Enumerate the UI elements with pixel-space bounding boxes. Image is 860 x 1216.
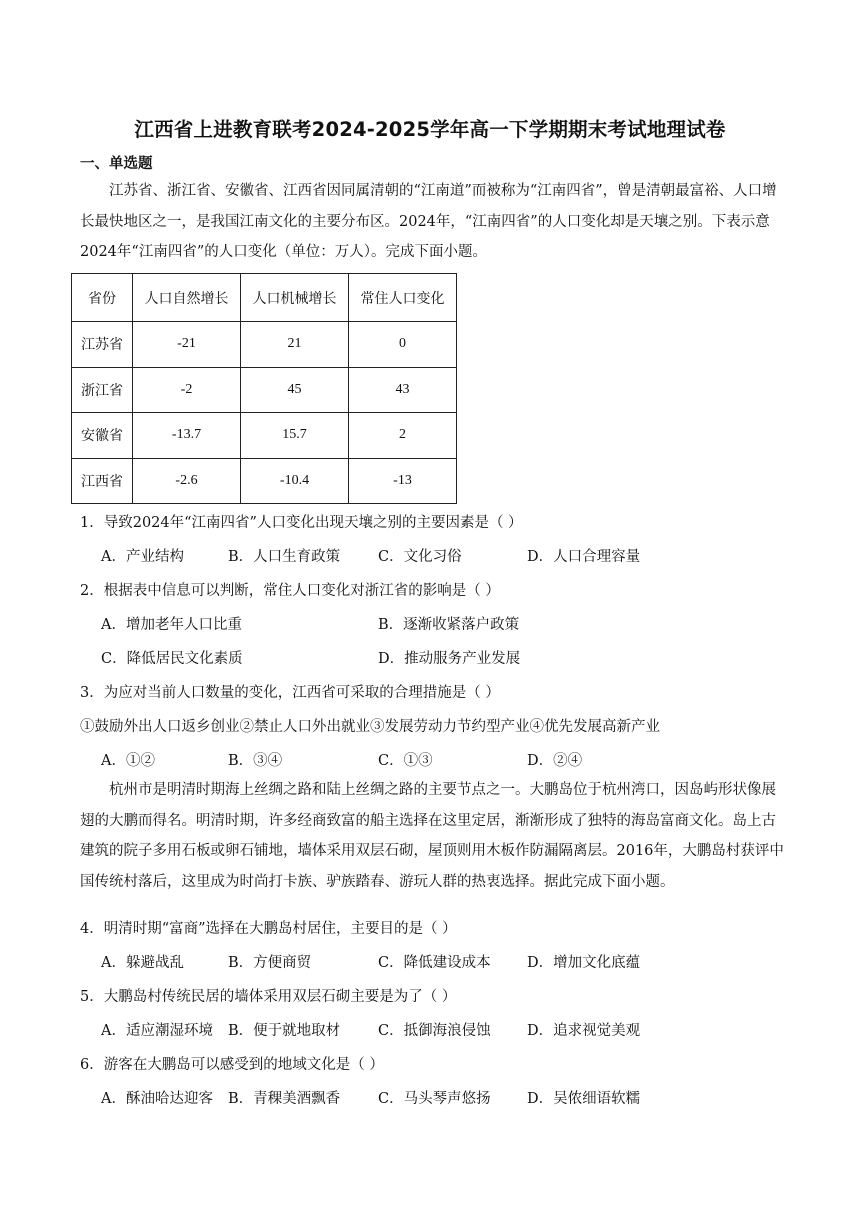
option-d[interactable]: D．②④ — [527, 753, 583, 769]
table-cell: 2 — [349, 413, 457, 459]
table-cell: 21 — [241, 322, 349, 368]
table-cell: 15.7 — [241, 413, 349, 459]
table-cell: 0 — [349, 322, 457, 368]
table-row — [72, 367, 457, 413]
option-b[interactable]: B．便于就地取材 — [228, 1023, 341, 1039]
question-2-stem: 2．根据表中信息可以判断，常住人口变化对浙江省的影响是（ ） — [80, 583, 500, 599]
option-d[interactable]: D．追求视觉美观 — [527, 1023, 641, 1039]
table-cell: -2 — [133, 367, 241, 413]
option-b[interactable]: B．③④ — [228, 753, 283, 769]
table-cell: -2.6 — [133, 458, 241, 504]
population-table — [71, 273, 457, 504]
table-header-cell: 人口自然增长 — [133, 274, 241, 322]
option-c[interactable]: C．降低居民文化素质 — [101, 651, 243, 667]
option-c[interactable]: C．①③ — [378, 753, 433, 769]
question-3-choices: ①鼓励外出人口返乡创业②禁止人口外出就业③发展劳动力节约型产业④优先发展高新产业 — [80, 719, 660, 735]
table-cell: -21 — [133, 322, 241, 368]
table-row — [72, 458, 457, 504]
option-a[interactable]: A．适应潮湿环境 — [101, 1023, 213, 1039]
question-1-stem: 1．导致2024年“江南四省”人口变化出现天壤之别的主要因素是（ ） — [80, 515, 523, 531]
table-row — [72, 413, 457, 459]
option-b[interactable]: B．人口生育政策 — [228, 549, 341, 565]
option-b[interactable]: B．青稞美酒飘香 — [228, 1091, 341, 1107]
table-cell: 45 — [241, 367, 349, 413]
table-cell: 43 — [349, 367, 457, 413]
option-a[interactable]: A．增加老年人口比重 — [101, 617, 242, 633]
table-cell: 浙江省 — [72, 367, 133, 413]
exam-title: 江西省上进教育联考2024-2025学年高一下学期期末考试地理试卷 — [134, 118, 726, 141]
option-c[interactable]: C．文化习俗 — [378, 549, 462, 565]
option-c[interactable]: C．抵御海浪侵蚀 — [378, 1023, 491, 1039]
question-4-stem: 4．明清时期“富商”选择在大鹏岛村居住，主要目的是（ ） — [80, 921, 457, 937]
table-header-cell: 常住人口变化 — [349, 274, 457, 322]
passage-1: 江苏省、浙江省、安徽省、江西省因同属清朝的“江南道”而被称为“江南四省”，曾是清朝最富裕、人口增长最快地区之一，是我国江南文化的主要分布区。2024年，“江南四省”的人口变化却是天壤之别。下表示意2024年“江南四省”的人口变化（单位：万人）。完成下面小题。 — [80, 183, 777, 260]
question-5-stem: 5．大鹏岛村传统民居的墙体采用双层石砌主要是为了（ ） — [80, 989, 457, 1005]
question-3-stem: 3．为应对当前人口数量的变化，江西省可采取的合理措施是（ ） — [80, 685, 500, 701]
option-a[interactable]: A．躲避战乱 — [101, 955, 184, 971]
section-heading: 一、单选题 — [80, 156, 153, 172]
option-a[interactable]: A．①② — [101, 753, 155, 769]
option-b[interactable]: B．逐渐收紧落户政策 — [378, 617, 520, 633]
table-header-cell: 人口机械增长 — [241, 274, 349, 322]
option-d[interactable]: D．推动服务产业发展 — [378, 651, 521, 667]
option-c[interactable]: C．降低建设成本 — [378, 955, 491, 971]
option-a[interactable]: A．酥油哈达迎客 — [101, 1091, 213, 1107]
passage-2: 杭州市是明清时期海上丝绸之路和陆上丝绸之路的主要节点之一。大鹏岛位于杭州湾口，因岛屿形状像展翅的大鹏而得名。明清时期，许多经商致富的船主选择在这里定居，渐渐形成了独特的海岛富商文化。岛上古建筑的院子多用石板或卵石铺地，墙体采用双层石砌，屋顶则用木板作防漏隔离层。2016年，大鹏岛村获评中国传统村落后，这里成为时尚打卡族、驴族踏春、游玩人群的热衷选择。据此完成下面小题。 — [80, 782, 784, 890]
table-header-row — [72, 274, 457, 322]
option-d[interactable]: D．增加文化底蕴 — [527, 955, 641, 971]
question-6-stem: 6．游客在大鹏岛可以感受到的地域文化是（ ） — [80, 1057, 384, 1073]
table-cell: -13.7 — [133, 413, 241, 459]
table-cell: -10.4 — [241, 458, 349, 504]
option-a[interactable]: A．产业结构 — [101, 549, 184, 565]
table-cell: 江西省 — [72, 458, 133, 504]
option-d[interactable]: D．吴侬细语软糯 — [527, 1091, 641, 1107]
option-c[interactable]: C．马头琴声悠扬 — [378, 1091, 491, 1107]
option-d[interactable]: D．人口合理容量 — [527, 549, 641, 565]
table-cell: 江苏省 — [72, 322, 133, 368]
option-b[interactable]: B．方便商贸 — [228, 955, 312, 971]
table-header-cell: 省份 — [72, 274, 133, 322]
table-row — [72, 322, 457, 368]
table-cell: 安徽省 — [72, 413, 133, 459]
table-cell: -13 — [349, 458, 457, 504]
